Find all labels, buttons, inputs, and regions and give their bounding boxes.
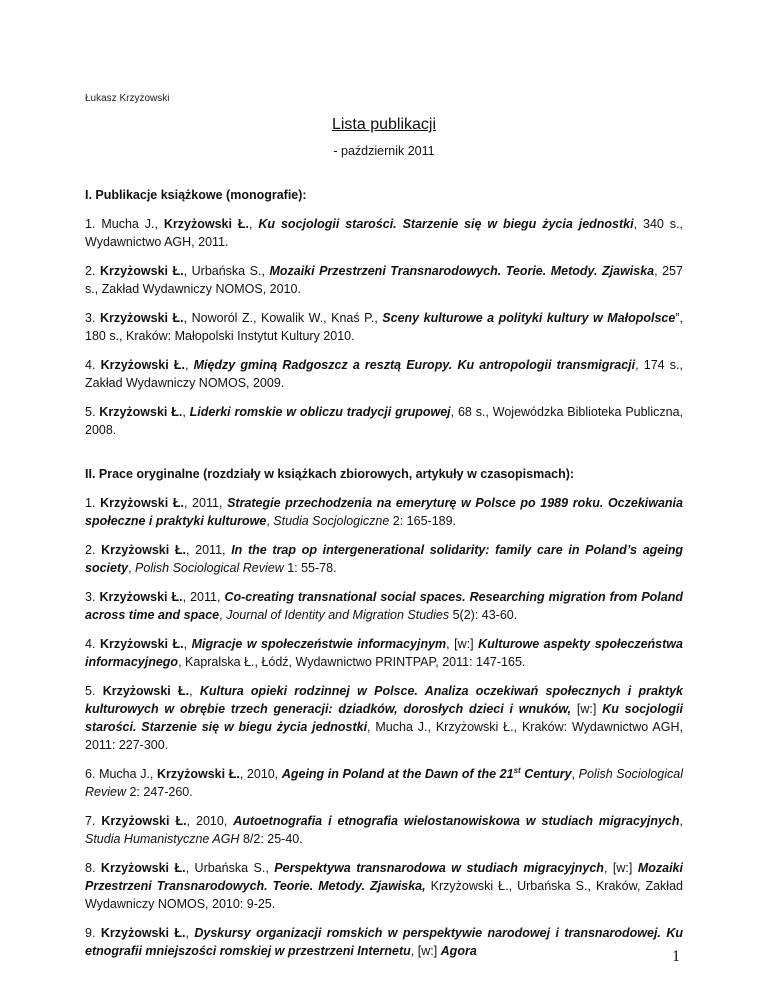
document-date: - październik 2011 <box>333 144 435 158</box>
book-item: 3. Krzyżowski Ł., Noworól Z., Kowalik W., Knaś P., Sceny kulturowe a polityki kultury w Małopolsce”, 180 s., Kraków: Małopolski Instytut Kultury 2010. <box>85 311 683 343</box>
section-heading-books: I. Publikacje książkowe (monografie): <box>85 188 307 202</box>
publication-list <box>85 186 683 971</box>
book-item: 4. Krzyżowski Ł., Między gminą Radgoszcz a resztą Europy. Ku antropologii transmigracji, 174 s., Zakład Wydawniczy NOMOS, 2009. <box>85 358 683 390</box>
paper-item: 6. Mucha J., Krzyżowski Ł., 2010, Ageing in Poland at the Dawn of the 21st Century, Polish Sociological Review 2: 247-260. <box>85 765 684 799</box>
page-number: 1 <box>672 948 680 965</box>
section-heading-papers: II. Prace oryginalne (rozdziały w książkach zbiorowych, artykuły w czasopismach): <box>85 467 575 481</box>
book-item: 2. Krzyżowski Ł., Urbańska S., Mozaiki Przestrzeni Transnarodowych. Teorie. Metody. Zjawiska, 257 s., Zakład Wydawniczy NOMOS, 2010. <box>85 264 683 296</box>
paper-item: 9. Krzyżowski Ł., Dyskursy organizacji romskich w perspektywie narodowej i transnarodowej. Ku etnografii mniejszości romskiej w przestrzeni Internetu, [w:] Agora <box>85 926 683 958</box>
paper-item: 4. Krzyżowski Ł., Migracje w społeczeństwie informacyjnym, [w:] Kulturowe aspekty społeczeństwa informacyjnego, Kapralska Ł., Łódź, Wydawnictwo PRINTPAP, 2011: 147-165. <box>85 637 683 669</box>
paper-item: 7. Krzyżowski Ł., 2010, Autoetnografia i etnografia wielostanowiskowa w studiach migracyjnych, Studia Humanistyczne AGH 8/2: 25-40. <box>85 814 683 846</box>
paper-item: 5. Krzyżowski Ł., Kultura opieki rodzinnej w Polsce. Analiza oczekiwań społecznych i praktyk kulturowych w obrębie trzech generacji: dziadków, dorosłych dzieci i wnuków, [w:] Ku socjologii starości. Starzenie się w biegu życia jednostki, Mucha J., Krzyżowski Ł., Kraków: Wydawnictwo AGH, 2011: 227-300. <box>85 684 683 752</box>
paper-item: 3. Krzyżowski Ł., 2011, Co-creating transnational social spaces. Researching migration from Poland across time and space, Journal of Identity and Migration Studies 5(2): 43-60. <box>85 590 684 622</box>
paper-item: 8. Krzyżowski Ł., Urbańska S., Perspektywa transnarodowa w studiach migracyjnych, [w:] Mozaiki Przestrzeni Transnarodowych. Teorie. Metody. Zjawiska, Krzyżowski Ł., Urbańska S., Kraków, Zakład Wydawniczy NOMOS, 2010: 9-25. <box>85 861 683 911</box>
author-name: Łukasz Krzyżowski <box>85 93 170 104</box>
paper-item: 1. Krzyżowski Ł., 2011, Strategie przechodzenia na emeryturę w Polsce po 1989 roku. Oczekiwania społeczne i praktyki kulturowe, Studia Socjologiczne 2: 165-189. <box>85 496 683 528</box>
paper-item: 2. Krzyżowski Ł., 2011, In the trap op intergenerational solidarity: family care in Poland’s ageing society, Polish Sociological Review 1: 55-78. <box>85 543 683 575</box>
book-item: 1. Mucha J., Krzyżowski Ł., Ku socjologii starości. Starzenie się w biegu życia jednostki, 340 s., Wydawnictwo AGH, 2011. <box>85 217 683 249</box>
book-item: 5. Krzyżowski Ł., Liderki romskie w obliczu tradycji grupowej, 68 s., Wojewódzka Biblioteka Publiczna, 2008. <box>85 405 683 437</box>
page-title: Lista publikacji <box>331 116 437 133</box>
